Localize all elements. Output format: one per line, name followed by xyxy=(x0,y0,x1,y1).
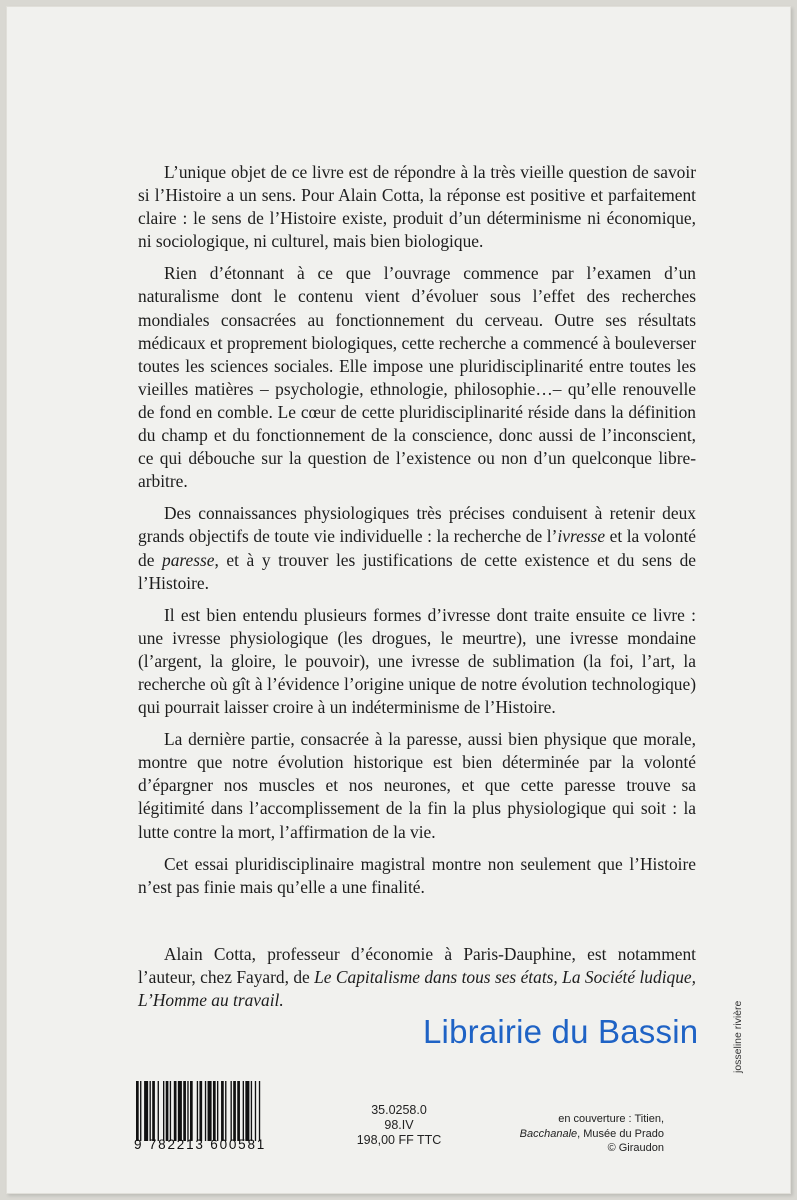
paragraph-2: Rien d’étonnant à ce que l’ouvrage commence par l’examen d’un naturalisme dont le contenu vient d’évoluer sous l’effet des recherches mondiales consacrées au fonctionnement du cerveau. Outre ses résultats médicaux et proprement biologiques, cette recherche a commencé à bouleverser toutes les sciences sociales. Elle impose une pluridisciplinarité entre toutes les vieilles matières – psychologie, ethnologie, philosophie…– qu’elle renouvelle de fond en comble. Le cœur de cette pluridisciplinarité réside dans la définition du champ et du fonctionnement de la conscience, donc aussi de l’inconscient, ce qui débouche sur la question de l’existence ou non d’un quelconque libre-arbitre. xyxy=(138,263,696,492)
catalog-edition: 98.IV xyxy=(384,1118,414,1132)
barcode-bar xyxy=(221,1081,224,1141)
paragraph-3-middle: et la volonté de xyxy=(138,526,697,570)
author-bio-intro: Alain Cotta, professeur d’économie à Paris-Dauphine, est notamment l’auteur, chez Fayard, de xyxy=(138,944,696,988)
barcode-bar xyxy=(213,1081,216,1141)
photographer-credit: josseline rivière xyxy=(732,1000,744,1073)
barcode-bar xyxy=(231,1081,232,1141)
barcode-bar xyxy=(158,1081,159,1141)
paragraph-1: L’unique objet de ce livre est de répondre à la très vieille question de savoir si l’Histoire a un sens. Pour Alain Cotta, la réponse est positive et parfaitement claire : le sens de l’Histoire existe, produit d’un déterminisme ni économique, ni sociologique, ni culturel, mais bien biologique. xyxy=(138,162,696,252)
barcode-bar xyxy=(237,1081,240,1141)
barcode-bar xyxy=(136,1081,139,1141)
isbn-digits: 9 782213 600581 xyxy=(134,1137,267,1152)
barcode-bar xyxy=(150,1081,151,1141)
paragraph-4: Il est bien entendu plusieurs formes d’ivresse dont traite ensuite ce livre : une ivresse physiologique (les drogues, le meurtre), une ivresse mondaine (l’argent, la gloire, le pouvoir), une ivresse de sublimation (la foi, l’art, la recherche où gît à l’évidence l’origine unique de notre évolution technologique) qui pourrait laisser croire à un indéterminisme de l’Histoire. xyxy=(138,604,696,718)
barcode-bar xyxy=(140,1081,141,1141)
paragraph-3-before: Des connaissances physiologiques très précises conduisent à retenir deux grands objectifs de toute vie individuelle : la recherche de l’ xyxy=(138,503,696,547)
isbn-barcode xyxy=(134,1081,304,1141)
barcode-bar xyxy=(243,1081,244,1141)
barcode-bar xyxy=(166,1081,169,1141)
barcode-bar xyxy=(225,1081,226,1141)
emphasis-paresse: paresse xyxy=(162,549,215,570)
credits-museum: , Musée du Prado xyxy=(577,1127,664,1140)
price-block xyxy=(344,1103,454,1148)
bookshop-watermark: Librairie du Bassin xyxy=(423,1013,699,1050)
barcode-bar xyxy=(144,1081,148,1141)
barcode-bar xyxy=(170,1081,171,1141)
barcode-bar xyxy=(187,1081,188,1141)
barcode-bar xyxy=(259,1081,260,1141)
barcode-bar xyxy=(163,1081,164,1141)
barcode-bar xyxy=(152,1081,155,1141)
paragraph-3-after: , et à y trouver les justifications de cette existence et du sens de l’Histoire. xyxy=(138,549,696,593)
barcode-bar xyxy=(178,1081,182,1141)
barcode-bar xyxy=(245,1081,249,1141)
book-back-cover xyxy=(6,6,791,1194)
catalog-code: 35.0258.0 xyxy=(371,1103,427,1117)
paragraph-3 xyxy=(138,502,696,594)
blurb-text xyxy=(138,161,696,908)
credits-line-1: en couverture : Titien, xyxy=(558,1113,664,1125)
cover-credits xyxy=(486,1112,664,1156)
barcode-bar xyxy=(217,1081,218,1141)
barcode-bar xyxy=(190,1081,193,1141)
paragraph-5: La dernière partie, consacrée à la paresse, aussi bien physique que morale, montre que notre évolution historique est bien déterminée par la volonté d’épargner nos muscles et nos neurones, et que cette paresse trouve sa légitimité dans l’accomplissement de la fin la plus physiologique qui soit : la lutte contre la mort, l’affirmation de la vie. xyxy=(138,729,696,842)
barcode-bar xyxy=(199,1081,202,1141)
emphasis-ivresse: ivresse xyxy=(557,526,606,547)
barcode-bar xyxy=(255,1081,256,1141)
barcode-bar xyxy=(208,1081,212,1141)
barcode-bar xyxy=(233,1081,236,1141)
price-label: 198,00 FF TTC xyxy=(356,1133,442,1147)
paragraph-6: Cet essai pluridisciplinaire magistral montre non seulement que l’Histoire n’est pas finie mais qu’elle a une finalité. xyxy=(138,853,696,897)
author-bio xyxy=(138,943,696,1012)
credits-line-3: © Giraudon xyxy=(607,1142,664,1154)
barcode-bar xyxy=(174,1081,177,1141)
credits-line-2 xyxy=(486,1127,664,1142)
credits-artwork-title: Bacchanale xyxy=(519,1127,578,1140)
barcode-bar xyxy=(251,1081,252,1141)
author-bio-titles: Le Capitalisme dans tous ses états, La Société ludique, L’Homme au travail. xyxy=(138,967,696,1011)
barcode-bar xyxy=(197,1081,198,1141)
barcode-bar xyxy=(205,1081,206,1141)
barcode-bar xyxy=(183,1081,186,1141)
author-bio-paragraph xyxy=(138,943,696,1012)
